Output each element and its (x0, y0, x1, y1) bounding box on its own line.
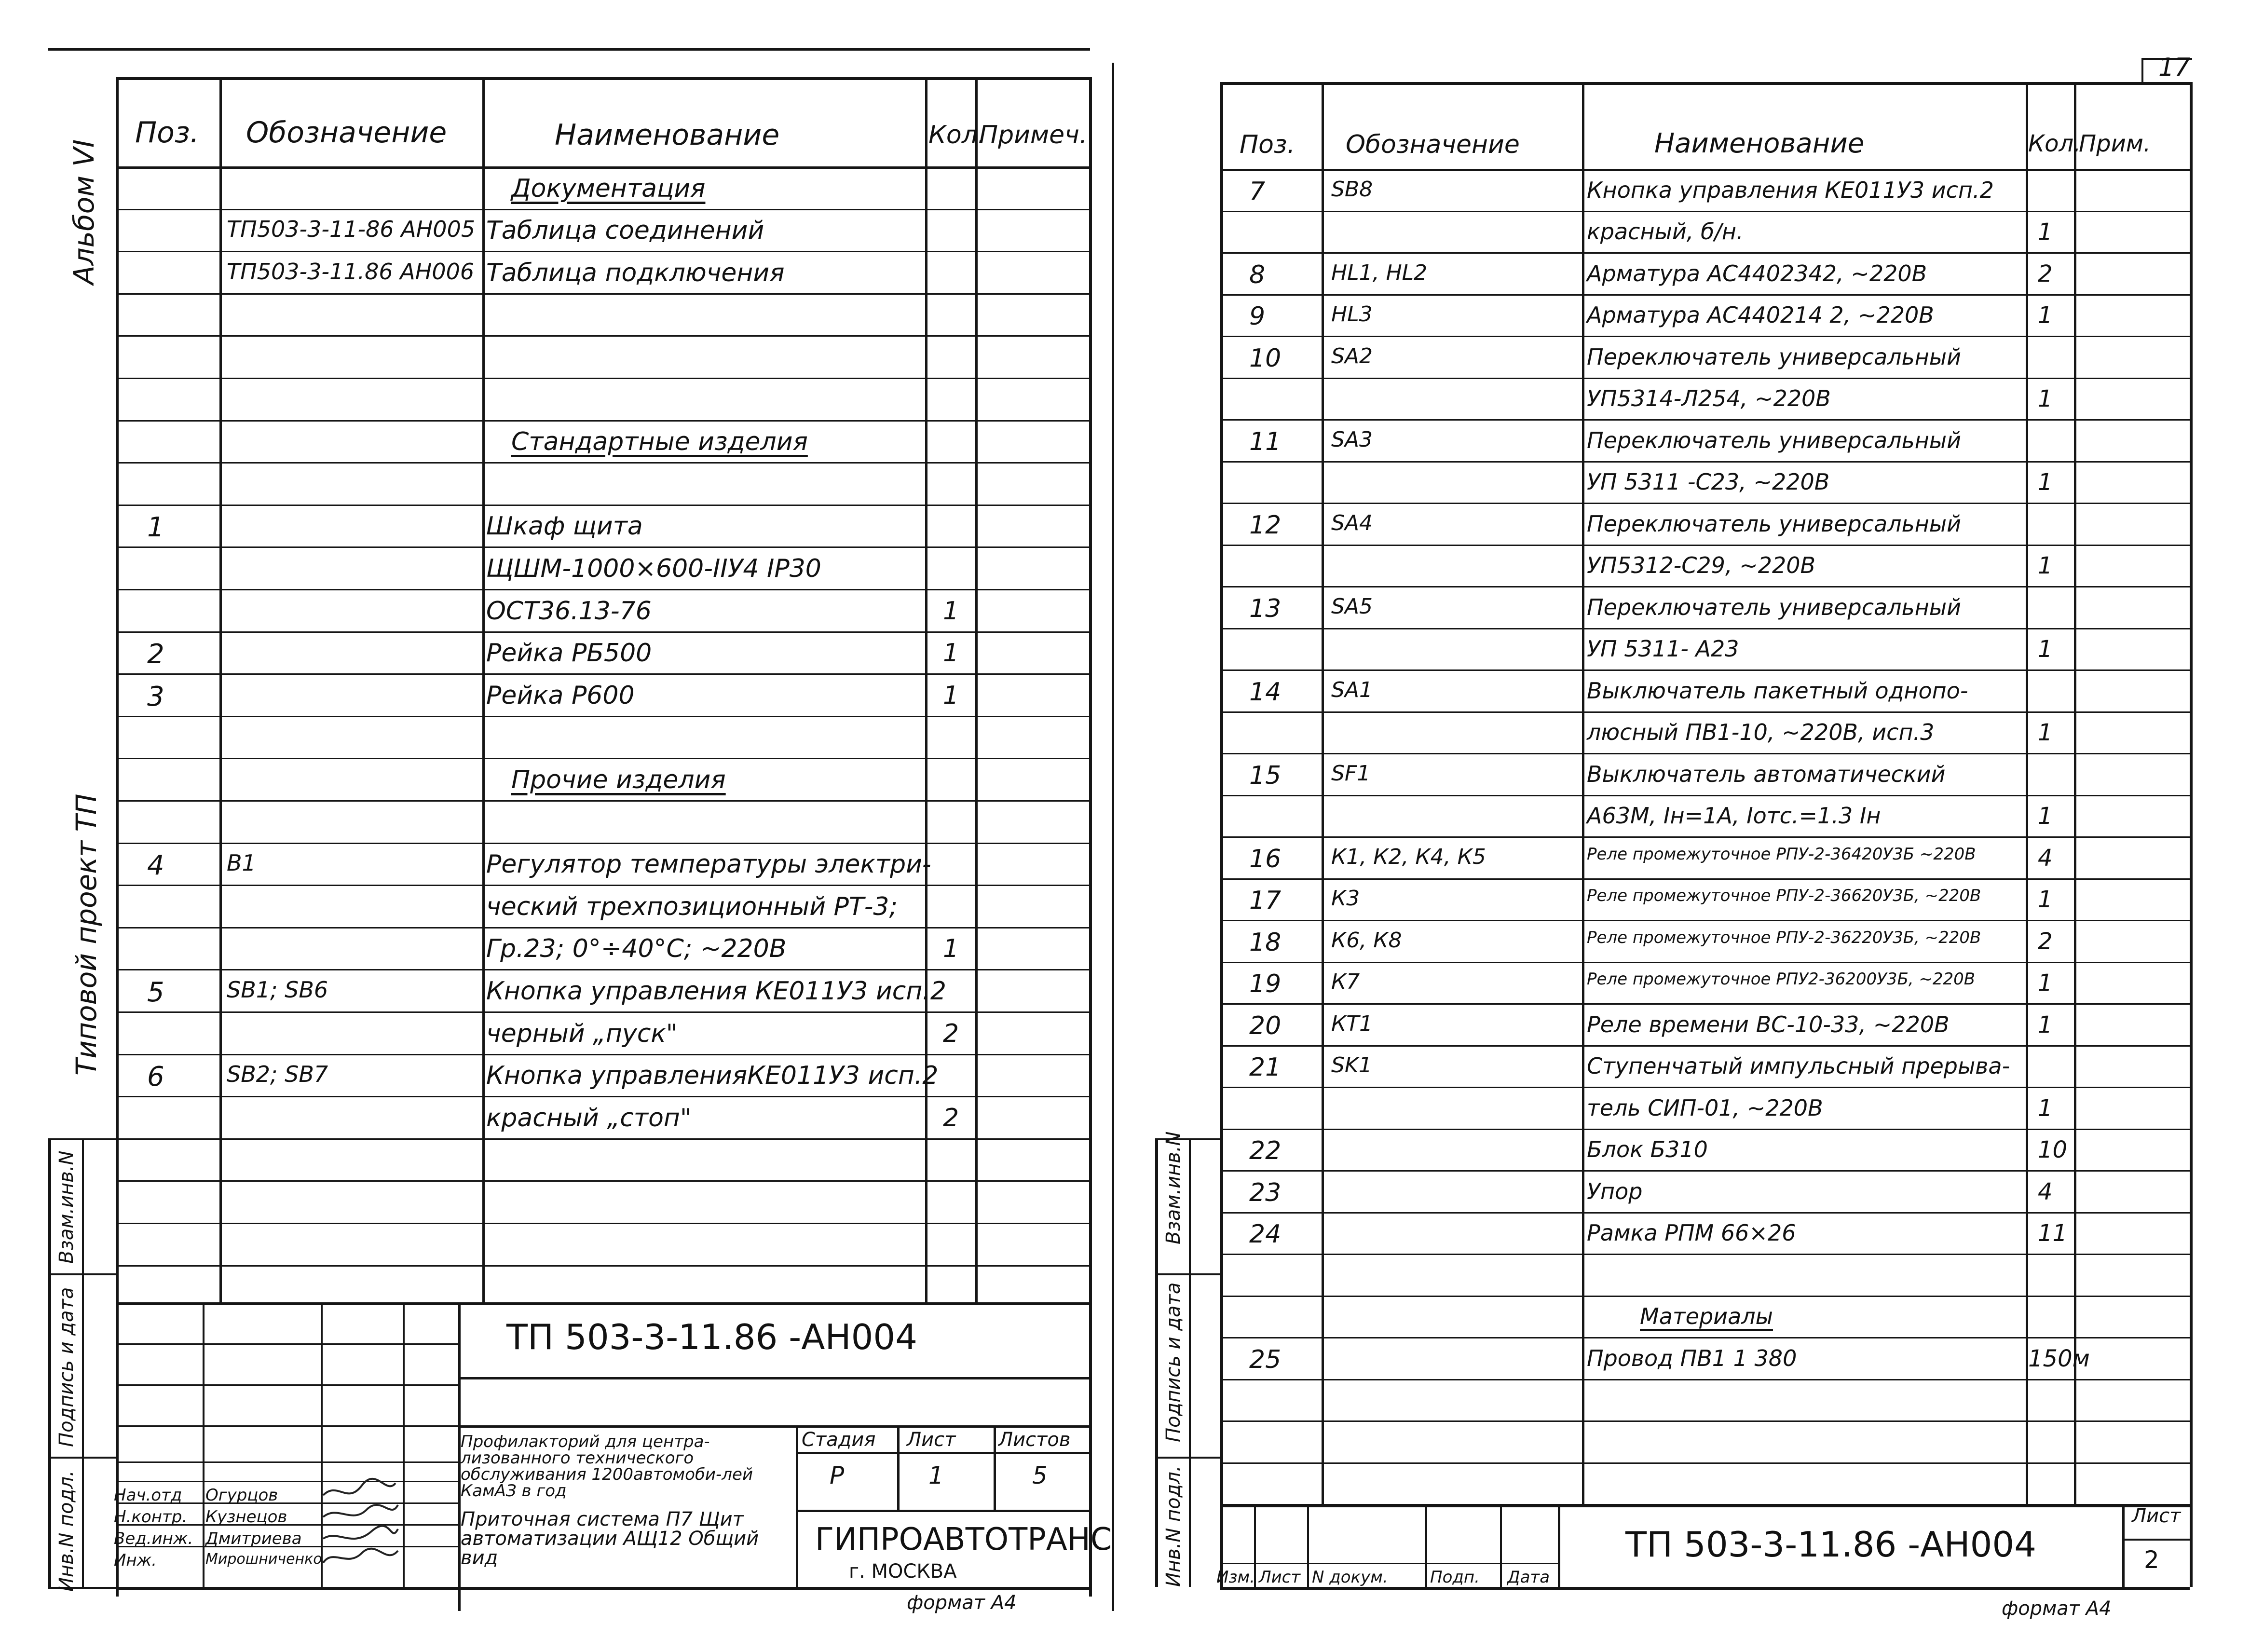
sheet2-naim: Переключатель универсальный (1587, 594, 1961, 620)
sheet2-naim: Кнопка управления КЕ011У3 исп.2 (1587, 177, 1994, 203)
stamp2-sig-v-2 (1425, 1505, 1427, 1587)
sheet1-frame-top (116, 77, 1089, 80)
sheet2-naim: УП5314-Л254, ~220В (1587, 385, 1831, 411)
sheet1-kol: 1 (943, 681, 959, 710)
sheet1-row-line (116, 1223, 1089, 1224)
stamp-listov: 5 (1032, 1461, 1048, 1489)
signatures-graphic (318, 1476, 400, 1572)
role-1: Н.контр. (114, 1507, 188, 1527)
sheet2-naim: Переключатель универсальный (1587, 510, 1961, 537)
sheet1-oboz: SB1; SB6 (227, 977, 328, 1003)
stamp2-list: 2 (2144, 1546, 2159, 1574)
stamp1-sig-v-2 (403, 1302, 405, 1587)
sheet1-naim: Рейка РБ500 (486, 639, 652, 668)
sheet2-oboz: SA5 (1331, 594, 1373, 619)
sheet1-pos: 2 (147, 639, 164, 670)
sheet2-kol: 1 (2038, 803, 2053, 830)
sheet2-naim: Арматура АС4402342, ~220В (1587, 260, 1927, 287)
sheet1-naim: Рейка Р600 (486, 681, 635, 710)
podpis-data-label-2: Подпись и дата (1162, 1282, 1185, 1442)
sheet2-kol: 1 (2038, 636, 2053, 663)
sheet2-oboz: SF1 (1331, 761, 1371, 786)
sheet2-kol: 4 (2038, 1178, 2053, 1205)
name-3: Мирошниченко (205, 1551, 322, 1568)
name-2: Дмитриева (205, 1529, 302, 1548)
sheet2-oboz: К7 (1331, 969, 1360, 994)
inv-vzam-label-2: Взам.инв.N (1162, 1131, 1185, 1244)
sheet2-pos: 13 (1249, 594, 1282, 623)
sheet2-naim: Переключатель универсальный (1587, 343, 1961, 370)
sheet2-header-kol: Кол. (2028, 130, 2081, 157)
sheet2-pos: 19 (1249, 969, 1282, 998)
sheet2-row-line (1220, 252, 2190, 254)
sheet1-row-line (116, 1180, 1089, 1182)
sheet2-row-line (1220, 920, 2190, 921)
sheet2-oboz: SB8 (1331, 177, 1373, 202)
sheet2-naim: А63М, Iн=1А, Iотс.=1.3 Iн (1587, 803, 1881, 829)
sheet1-row-line (116, 546, 1089, 548)
sheet2-naim: Ступенчатый импульсный прерыва- (1587, 1053, 2010, 1079)
stamp1-v3 (994, 1425, 996, 1510)
sheet1-row-line (116, 969, 1089, 970)
stamp2-list-label: Лист (2132, 1505, 2181, 1527)
sheet2-naim: УП 5311- А23 (1587, 636, 1739, 662)
sheet1-col-line-2 (925, 77, 927, 1302)
sheet2-kol: 1 (2038, 1011, 2053, 1038)
margin1-inner (82, 1138, 84, 1587)
sheet2-oboz: SA3 (1331, 427, 1373, 452)
stamp2-code: ТП 503-3-11.86 -АН004 (1625, 1524, 2037, 1565)
sheet2-kol: 11 (2038, 1220, 2068, 1247)
sheet2-row-line (1220, 586, 2190, 587)
inv-podl-label-2: Инв.N подл. (1162, 1465, 1185, 1587)
sheet2-kol: 2 (2038, 928, 2053, 955)
sheet1-row-line (116, 505, 1089, 506)
sheet2-kol: 1 (2038, 719, 2053, 746)
sheet2-row-line (1220, 1296, 2190, 1297)
sheet2-naim: Выключатель автоматический (1587, 761, 1946, 787)
sheet1-header-prim: Примеч. (979, 121, 1088, 150)
stamp2-sig-h (1220, 1563, 1558, 1564)
margin2-inner (1189, 1138, 1191, 1587)
stamp2-divider (1558, 1505, 1560, 1587)
stamp2-col-4: Дата (1507, 1568, 1550, 1587)
sheet1-naim: красный „стоп" (486, 1103, 692, 1133)
sheet1-row-line (116, 462, 1089, 464)
sheet2-pos: 8 (1249, 260, 1266, 289)
stamp1-h3 (796, 1452, 1089, 1454)
stamp1-sig-h-4 (116, 1461, 458, 1463)
sheet2-kol: 150м (2028, 1345, 2090, 1372)
sheet2-naim: Арматура АС440214 2, ~220В (1587, 302, 1934, 328)
sheet2-pos: 25 (1249, 1345, 1282, 1374)
sheet2-pos: 20 (1249, 1011, 1282, 1040)
sheet2-pos: 18 (1249, 928, 1282, 957)
stamp1-sig-h-1 (116, 1343, 458, 1345)
stamp-stadiya-label: Стадия (802, 1429, 876, 1451)
sheet2-frame-left (1220, 82, 1223, 1587)
sheet1-naim: Кнопка управленияКЕ011У3 исп.2 (486, 1061, 939, 1091)
sheet2-pos: 24 (1249, 1220, 1282, 1249)
sheet1-naim: Гр.23; 0°÷40°С; ~220В (486, 934, 787, 964)
sheet1-header-naim: Наименование (555, 118, 780, 152)
sheet2-frame-bottom (1220, 1587, 2190, 1590)
sheet1-row-line (116, 843, 1089, 844)
stamp-object: Профилакторий для центра-лизованного технического обслуживания 1200автомоби-лей КамАЗ в год (461, 1432, 753, 1501)
sheet1-row-line (116, 335, 1089, 337)
sheet1-naim: Регулятор температуры электри- (486, 850, 931, 879)
sheet2-oboz: HL1, HL2 (1331, 260, 1428, 285)
sheet2-row-line (1220, 1254, 2190, 1255)
sheet1-row-line (116, 209, 1089, 210)
sheet2-kol: 1 (2038, 969, 2053, 997)
sheet1-col-line-1 (482, 77, 485, 1302)
sheet1-kol: 1 (943, 934, 959, 964)
sheet1-row-line (116, 800, 1089, 802)
sheet2-pos: 11 (1249, 427, 1282, 456)
sheet2-pos: 12 (1249, 510, 1282, 540)
sheet2-row-line (1220, 836, 2190, 838)
sheet2-row-line (1220, 1212, 2190, 1214)
sheet2-header-pos: Поз. (1240, 130, 1295, 159)
sheet2-naim: УП 5311 -С23, ~220В (1587, 469, 1830, 495)
sheet2-row-line (1220, 1379, 2190, 1380)
sheet2-oboz: К3 (1331, 886, 1360, 911)
sheet1-row-line (116, 631, 1089, 633)
sheet2-row-line (1220, 1045, 2190, 1047)
sheet1-naim: Таблица соединений (486, 216, 764, 246)
margin2-left (1155, 1138, 1158, 1587)
sheet2-row-line (1220, 294, 2190, 296)
sheet2-naim: Блок Б310 (1587, 1136, 1708, 1162)
sheet2-kol: 1 (2038, 1094, 2053, 1122)
center-divider-line (1112, 63, 1114, 1611)
sheet2-pos: 22 (1249, 1136, 1282, 1165)
sheet2-frame-top (1220, 82, 2190, 85)
stamp1-sig-h-5 (116, 1481, 458, 1482)
top-border-line (48, 48, 1090, 51)
sheet2-row-line (1220, 1170, 2190, 1172)
sheet1-naim: ческий трехпозиционный РТ-3; (486, 892, 898, 921)
stamp1-sig-h-3 (116, 1425, 458, 1427)
sheet1-frame-right (1089, 77, 1092, 1597)
podpis-data-label: Подпись и дата (55, 1287, 78, 1447)
sheet1-section-title: Прочие изделия (511, 765, 726, 794)
sheet2-kol: 1 (2038, 302, 2053, 329)
inv-podl-label: Инв.N подл. (55, 1470, 78, 1592)
stamp2-list-divider (2122, 1505, 2125, 1587)
sheet1-kol: 1 (943, 639, 959, 668)
stamp2-col-3: Подп. (1430, 1568, 1480, 1587)
sheet2-pos: 9 (1249, 302, 1266, 331)
sheet1-naim: Шкаф щита (486, 512, 643, 541)
sheet2-pos: 14 (1249, 677, 1282, 707)
sheet1-row-line (116, 420, 1089, 422)
sheet1-oboz: В1 (227, 850, 256, 876)
sheet2-row-line (1220, 1462, 2190, 1464)
sheet1-row-line (116, 1011, 1089, 1013)
sheet2-header-oboz: Обозначение (1346, 130, 1520, 159)
sheet1-row-line (116, 673, 1089, 675)
stamp-list: 1 (928, 1461, 944, 1489)
sheet2-oboz: КТ1 (1331, 1011, 1373, 1036)
sheet2-row-line (1220, 419, 2190, 421)
stamp2-col-0: Изм. (1216, 1568, 1255, 1587)
sheet1-kol: 1 (943, 596, 959, 626)
role-3: Инж. (114, 1551, 157, 1570)
sheet2-pos: 10 (1249, 343, 1282, 373)
sheet1-naim: ЩШМ-1000×600-IIУ4 IP30 (486, 554, 821, 583)
sheet1-header-kol: Кол. (928, 121, 986, 150)
sheet1-row-line (116, 589, 1089, 590)
sheet2-section-title: Материалы (1640, 1303, 1773, 1329)
sheet1-section-title: Документация (511, 174, 706, 203)
sheet1-pos: 5 (147, 977, 164, 1008)
album-label: Альбом VI (68, 139, 100, 285)
sheet1-row-line (116, 1138, 1089, 1140)
sheet2-oboz: К6, К8 (1331, 928, 1402, 953)
sheet2-naim: Реле времени ВС-10-33, ~220В (1587, 1011, 1950, 1038)
sheet2-pos: 21 (1249, 1053, 1282, 1082)
role-0: Нач.отд (114, 1486, 182, 1505)
sheet2-row-line (1220, 753, 2190, 754)
sheet2-naim: красный, б/н. (1587, 218, 1744, 245)
sheet1-row-line (116, 251, 1089, 252)
stamp2-sig-v-1 (1307, 1505, 1309, 1587)
sheet2-naim: УП5312-С29, ~220В (1587, 552, 1816, 578)
sheet1-col-line-0 (219, 77, 222, 1302)
inv-vzam-label: Взам.инв.N (55, 1150, 78, 1264)
sheet2-row-line (1220, 336, 2190, 337)
stamp2-top (1220, 1505, 2190, 1507)
sheet2-row-line (1220, 1003, 2190, 1005)
sheet2-kol: 1 (2038, 886, 2053, 913)
sheet2-kol: 1 (2038, 552, 2053, 579)
sheet2-pos: 23 (1249, 1178, 1282, 1207)
sheet2-row-line (1220, 795, 2190, 796)
sheet2-naim: Реле промежуточное РПУ-2-36220У3Б, ~220В (1587, 928, 1981, 947)
page-num-box-left (2141, 58, 2143, 84)
sheet1-oboz: SB2; SB7 (227, 1061, 328, 1088)
sheet2-kol: 1 (2038, 385, 2053, 412)
sheet1-pos: 1 (147, 512, 164, 544)
sheet1-kol: 2 (943, 1019, 959, 1048)
sheet2-row-line (1220, 211, 2190, 212)
sheet2-row-line (1220, 669, 2190, 671)
sheet2-row-line (1220, 878, 2190, 880)
sheet2-kol: 2 (2038, 260, 2053, 287)
sheet1-pos: 6 (147, 1061, 164, 1093)
sheet1-row-line (116, 885, 1089, 886)
sheet1-kol: 2 (943, 1103, 959, 1133)
role-2: Вед.инж. (114, 1529, 193, 1548)
sheet1-pos: 3 (147, 681, 164, 712)
sheet1-col-line-3 (975, 77, 978, 1302)
stamp-list-label: Лист (907, 1429, 956, 1451)
sheet2-naim: Упор (1587, 1178, 1643, 1204)
sheet1-row-line (116, 758, 1089, 759)
sheet1-oboz: ТП503-3-11-86 АН005 (227, 216, 476, 243)
sheet2-naim: Реле промежуточное РПУ-2-36420У3Б ~220В (1587, 844, 1976, 864)
stamp2-sig-v-3 (1500, 1505, 1502, 1587)
sheet1-row-line (116, 927, 1089, 928)
sheet2-naim: Реле промежуточное РПУ2-36200У3Б, ~220В (1587, 969, 1976, 989)
page-number: 17 (2158, 53, 2191, 82)
sheet2-row-line (1220, 461, 2190, 463)
sheet2-kol: 1 (2038, 469, 2053, 496)
stamp-listov-label: Листов (998, 1429, 1071, 1451)
stamp1-sig-v-0 (203, 1302, 205, 1587)
sheet2-frame-right (2190, 82, 2193, 1587)
stamp-city: г. МОСКВА (849, 1560, 957, 1583)
sheet1-naim: Таблица подключения (486, 258, 785, 287)
sheet1-row-line (116, 293, 1089, 295)
sheet2-kol: 4 (2038, 844, 2053, 872)
sheet1-frame-bottom (116, 1587, 1089, 1590)
stamp1-v2 (897, 1425, 900, 1510)
stamp-org: ГИПРОАВТОТРАНС (815, 1522, 1112, 1557)
sheet2-oboz: SA4 (1331, 510, 1373, 535)
stamp-format: формат А4 (907, 1592, 1017, 1614)
sheet2-oboz: SA1 (1331, 677, 1373, 702)
sheet1-naim: ОСТ36.13-76 (486, 596, 652, 626)
sheet2-row-line (1220, 628, 2190, 629)
sheet1-frame-left (116, 77, 119, 1597)
stamp-title: Приточная система П7 Щит автоматизации АЩ12 Общий вид (461, 1508, 759, 1569)
stamp2-list-h (2122, 1539, 2190, 1541)
name-1: Кузнецов (205, 1507, 287, 1527)
sheet1-pos: 4 (147, 850, 164, 882)
sheet2-row-line (1220, 1337, 2190, 1338)
stamp1-h4 (796, 1510, 1089, 1512)
sheet1-header-oboz: Обозначение (246, 116, 447, 150)
project-label: Типовой проект ТП (70, 793, 103, 1076)
sheet2-row-line (1220, 1129, 2190, 1130)
sheet2-oboz: К1, К2, К4, К5 (1331, 844, 1486, 869)
sheet2-naim: Рамка РПМ 66×26 (1587, 1220, 1796, 1246)
sheet1-header-line (116, 166, 1089, 169)
sheet1-row-line (116, 1054, 1089, 1055)
sheet2-pos: 15 (1249, 761, 1282, 790)
sheet2-pos: 16 (1249, 844, 1282, 874)
sheet2-row-line (1220, 711, 2190, 713)
margin1-left (48, 1138, 51, 1587)
name-0: Огурцов (205, 1486, 278, 1505)
sheet2-kol: 10 (2038, 1136, 2068, 1163)
sheet2-row-line (1220, 1420, 2190, 1422)
sheet2-row-line (1220, 378, 2190, 379)
sheet1-naim: черный „пуск" (486, 1019, 678, 1048)
sheet2-row-line (1220, 545, 2190, 546)
sheet1-row-line (116, 1265, 1089, 1267)
sheet1-header-pos: Поз. (135, 116, 199, 150)
sheet2-oboz: HL3 (1331, 302, 1373, 327)
sheet2-header-prim: Прим. (2079, 130, 2151, 157)
sheet2-row-line (1220, 962, 2190, 963)
sheet1-naim: Кнопка управления КЕ011У3 исп.2 (486, 977, 946, 1006)
sheet1-oboz: ТП503-3-11.86 АН006 (227, 258, 475, 285)
sheet2-naim: люсный ПВ1-10, ~220В, исп.3 (1587, 719, 1935, 745)
stamp1-sig-h-2 (116, 1384, 458, 1386)
stamp1-v4 (796, 1510, 798, 1587)
sheet2-naim: Реле промежуточное РПУ-2-36620У3Б, ~220В (1587, 886, 1981, 905)
sheet2-oboz: SK1 (1331, 1053, 1372, 1078)
sheet2-row-line (1220, 503, 2190, 504)
sheet2-pos: 17 (1249, 886, 1282, 915)
sheet2-kol: 1 (2038, 218, 2053, 246)
stamp2-col-2: N докум. (1312, 1568, 1388, 1587)
sheet2-naim: Переключатель универсальный (1587, 427, 1961, 453)
stamp1-h1 (458, 1377, 1089, 1379)
sheet2-oboz: SA2 (1331, 343, 1373, 369)
stamp2-col-1: Лист (1259, 1568, 1301, 1587)
stamp-code: ТП 503-3-11.86 -АН004 (506, 1317, 918, 1357)
sheet2-naim: Выключатель пакетный однопо- (1587, 677, 1968, 704)
stamp1-sig-h-0 (116, 1302, 458, 1304)
sheet2-header-line (1220, 169, 2190, 171)
stamp-stadiya: Р (830, 1461, 845, 1489)
sheet1-row-line (116, 378, 1089, 379)
sheet2-header-naim: Наименование (1654, 128, 1865, 159)
sheet1-row-line (116, 1096, 1089, 1097)
sheet2-row-line (1220, 1087, 2190, 1088)
stamp2-format: формат А4 (2002, 1597, 2112, 1620)
sheet1-row-line (116, 716, 1089, 717)
sheet2-naim: Провод ПВ1 1 380 (1587, 1345, 1797, 1371)
sheet1-section-title: Стандартные изделия (511, 427, 808, 457)
sheet2-naim: тель СИП-01, ~220В (1587, 1094, 1823, 1121)
sheet2-pos: 7 (1249, 177, 1266, 206)
